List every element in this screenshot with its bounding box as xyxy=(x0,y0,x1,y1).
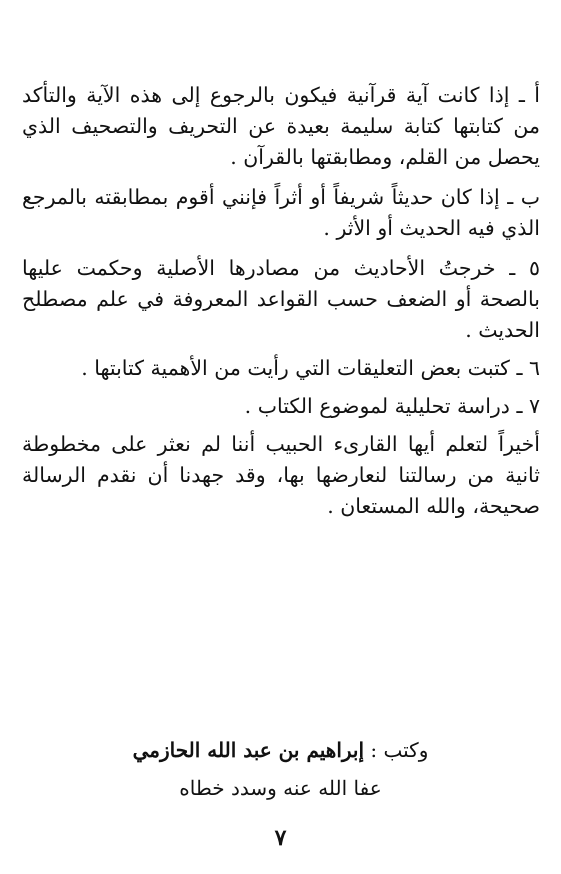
paragraph-hadith-verification: ب ـ إذا كان حديثاً شريفاً أو أثراً فإنني أقوم بمطابقته بالمرجع الذي فيه الحديث أو الأثر . xyxy=(22,185,540,240)
page-number: ٧ xyxy=(274,825,287,851)
signature-block xyxy=(0,731,561,807)
signature-name: إبراهيم بن عبد الله الحازمي xyxy=(132,738,365,762)
signature-dua: عفا الله عنه وسدد خطاه xyxy=(179,776,382,800)
paragraph-item-5: ٥ ـ خرجتُ الأحاديث من مصادرها الأصلية وحكمت عليها بالصحة أو الضعف حسب القواعد المعروفة في علم مصطلح الحديث . xyxy=(22,256,540,342)
body-text xyxy=(22,80,540,531)
paragraph-item-6: ٦ ـ كتبت بعض التعليقات التي رأيت من الأهمية كتابتها . xyxy=(81,356,540,380)
signature-prefix: وكتب : xyxy=(370,738,429,762)
paragraph-closing: أخيراً لتعلم أيها القارىء الحبيب أننا لم نعثر على مخطوطة ثانية من رسالتنا لنعارضها بها، وقد جهدنا أن نقدم الرسالة صحيحة، والله المستعان . xyxy=(22,432,540,518)
paragraph-quran-verification: أ ـ إذا كانت آية قرآنية فيكون بالرجوع إلى هذه الآية والتأكد من كتابتها كتابة سليمة بعيدة عن التحريف والتصحيف الذي يحصل من القلم، ومطابقتها بالقرآن . xyxy=(22,83,540,169)
signature-author-line xyxy=(0,731,561,769)
paragraph-item-7: ٧ ـ دراسة تحليلية لموضوع الكتاب . xyxy=(244,394,540,418)
